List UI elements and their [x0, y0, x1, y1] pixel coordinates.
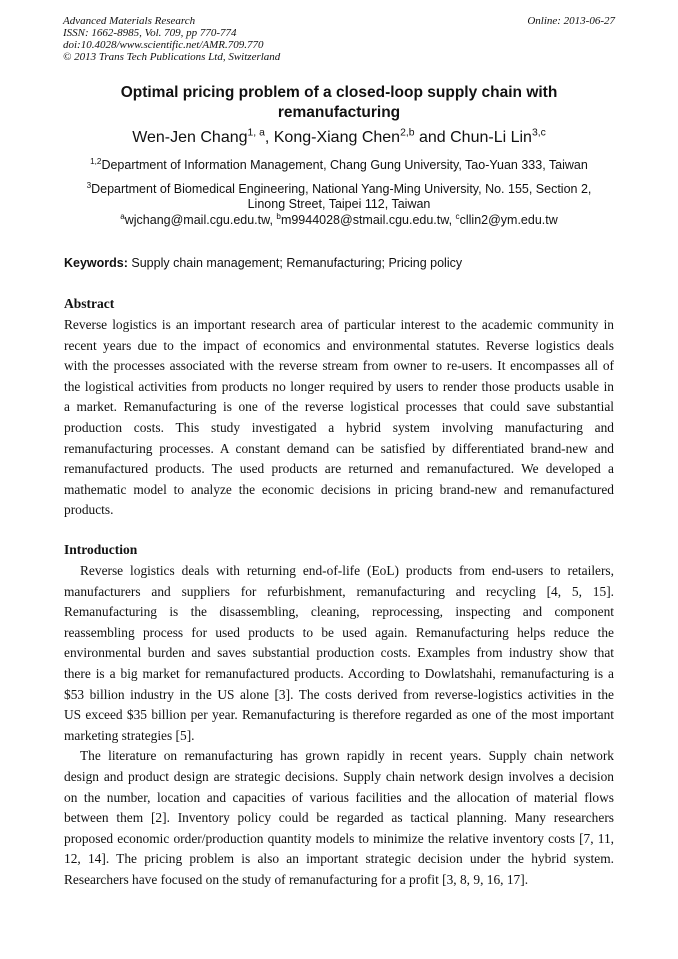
journal-header: [63, 15, 280, 63]
author-sup: 2,b: [400, 127, 415, 139]
text-line: Reverse logistics deals with returning end-of-life (EoL) products from end-users to retailers,: [80, 563, 614, 578]
email-link[interactable]: cllin2@ym.edu.tw: [459, 213, 558, 227]
author-sup: 3,c: [531, 127, 546, 139]
keywords-label: Keywords:: [64, 256, 128, 270]
text-line: US exceed $35 billion per year. Remanufacturing is therefore regarded as one of the most important: [64, 707, 614, 723]
text-line: the logistical activities from products no longer required by users to render those products usable in: [64, 378, 614, 394]
authors: [0, 128, 678, 148]
paragraph: [64, 561, 614, 746]
title-line: remanufacturing: [277, 104, 401, 121]
text-line: production costs. This study investigated a hybrid system involving manufacturing and: [64, 419, 614, 435]
separator: and: [414, 129, 451, 146]
aff-text: Department of Biomedical Engineering, National Yang-Ming University, No. 155, Section 2,: [91, 182, 592, 196]
affiliation-1: [0, 158, 678, 172]
aff-sup: 1,2: [90, 156, 102, 166]
text-line: recent years due to the impact of economics and environmental statutes. Reverse logistics deals: [64, 337, 614, 353]
text-line: there is a big market for remanufactured products. According to Dowlatshahi, remanufacturing is a: [64, 665, 614, 681]
paper-title: [0, 83, 678, 123]
text-line: reassembling process for used products to be used again. Remanufacturing helps reduce the: [64, 624, 614, 640]
text-line: Reverse logistics is an important research area of particular interest to the academic community in: [64, 317, 614, 332]
copyright: © 2013 Trans Tech Publications Ltd, Switzerland: [63, 51, 281, 63]
text-line: 12, 14]. The pricing problem is also an important strategic decision under the hybrid system.: [64, 851, 614, 867]
abstract-body: [64, 315, 614, 521]
aff-text: Linong Street, Taipei 112, Taiwan: [247, 197, 431, 211]
online-date: Online: 2013-06-27: [527, 15, 615, 27]
keywords: [64, 256, 462, 270]
email-sup: c: [455, 211, 460, 221]
text-line: proposed economic order/production quantity models to minimize the relative inventory costs [7, 11,: [64, 830, 614, 846]
text-line: remanufactured products. The used products are returned and remanufactured. We developed a: [64, 461, 614, 477]
text-line: environmental burden and saves substantial production costs. Examples from industry show that: [64, 645, 614, 661]
separator: ,: [264, 129, 274, 146]
text-line: $53 billion industry in the US alone [3]. The costs derived from reverse-logistics activities in the: [64, 686, 614, 702]
emails: $^a$wjchang@mail.cgu.edu.tw, $^b$m9944028@stmail.cgu.edu.tw, $^c$cllin2@ym.edu.tw: [120, 211, 558, 227]
text-line: with the processes associated with the reverse stream from owner to re-users. It encompasses all of: [64, 358, 614, 374]
doi: doi:10.4028/www.scientific.net/AMR.709.770: [63, 39, 264, 51]
text-line: remanufacturing processes. A constant demand can be satisfied by differentiated brand-new and: [64, 440, 614, 456]
paragraph: [64, 746, 614, 890]
email-sup: b: [276, 211, 281, 221]
affiliation-3: [0, 182, 678, 212]
issn: ISSN: 1662-8985, Vol. 709, pp 770-774: [63, 27, 237, 39]
journal-name: Advanced Materials Research: [63, 15, 196, 27]
email-sup: a: [120, 211, 125, 221]
author-name: Kong-Xiang Chen: [273, 129, 401, 146]
author-name: Chun-Li Lin: [450, 129, 532, 146]
aff-text: Department of Information Management, Chang Gung University, Tao-Yuan 333, Taiwan: [101, 158, 588, 172]
keywords-text: Supply chain management; Remanufacturing; Pricing policy: [127, 256, 463, 270]
author-sup: 1, a: [247, 127, 265, 139]
paragraph: [64, 315, 614, 521]
text-line: marketing strategies [5].: [64, 727, 195, 743]
text-line: between them [2]. Inventory policy could be regarded as tactical planning. Many researchers: [64, 810, 614, 826]
text-line: Researchers have focused on the study of remanufacturing for a profit [3, 8, 9, 16, 17].: [64, 871, 529, 887]
introduction-body: [64, 561, 614, 891]
email-link[interactable]: m9944028@stmail.cgu.edu.tw: [280, 213, 449, 227]
author-name: Wen-Jen Chang: [132, 129, 248, 146]
text-line: on the number, location and capacities of various facilities and the allocation of material flows: [64, 789, 614, 805]
text-line: products.: [64, 502, 114, 518]
abstract-heading: Abstract: [64, 296, 115, 311]
text-line: a market. Remanufacturing is one of the reverse logistical processes that could save substantial: [64, 399, 614, 415]
aff-sup: 3: [86, 180, 92, 190]
text-line: manufacturers and suppliers for refurbishment, remanufacturing and recycling [4, 5, 15].: [64, 583, 614, 599]
text-line: The literature on remanufacturing has grown rapidly in recent years. Supply chain network: [80, 748, 614, 764]
email-link[interactable]: wjchang@mail.cgu.edu.tw: [124, 213, 270, 227]
title-line: Optimal pricing problem of a closed-loop supply chain with: [120, 84, 558, 101]
text-line: Remanufacturing is the disassembling, cleaning, reprocessing, inspecting and component: [64, 604, 614, 620]
text-line: mathematic model to analyze the economic decisions in pricing brand-new and remanufactured: [64, 481, 614, 497]
text-line: design and product design are strategic decisions. Supply chain network design involves a decision: [64, 768, 614, 784]
introduction-heading: Introduction: [64, 542, 138, 557]
